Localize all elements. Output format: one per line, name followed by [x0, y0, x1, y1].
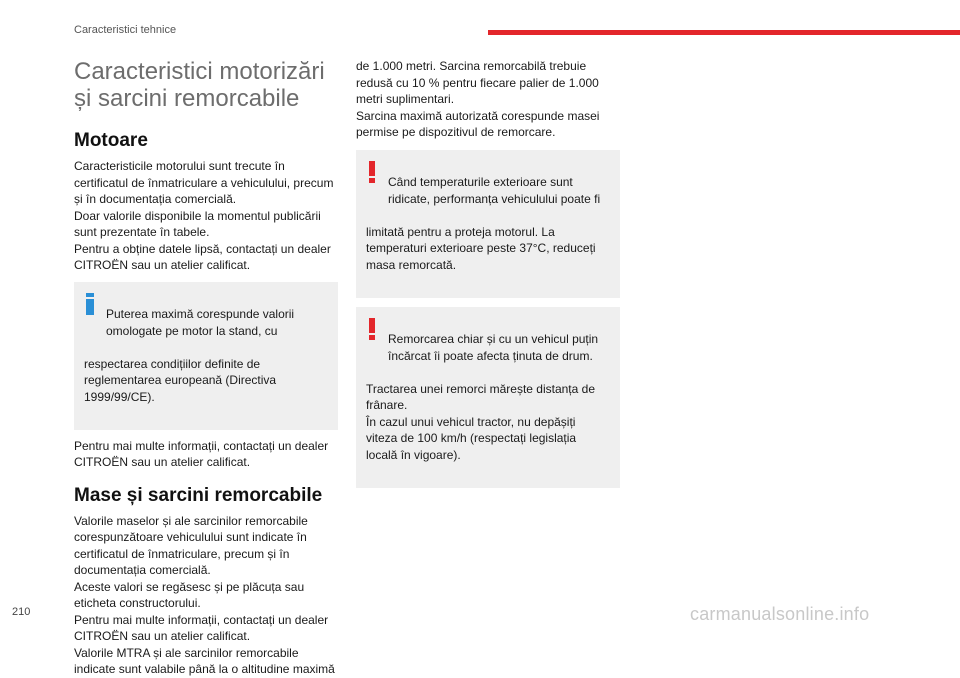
warning-box-towing-first: Remorcarea chiar și cu un vehicul puțin încărcat îi poate afecta ținuta de drum. — [388, 332, 599, 363]
chapter-title: Caracteristici motorizări și sarcini remorcabile — [74, 58, 325, 112]
motoare-paragraph: Caracteristicile motorului sunt trecute în certificatul de înmatriculare a vehiculului, precum și în documentația comercială. Doar valorile disponibile la momentul publicării sunt prezentate în tabele. Pentru a obține datele lipsă, contactați un dealer CITROËN sau un atelier calificat. — [74, 159, 334, 272]
header-accent-bar — [488, 30, 960, 35]
warning-box-temperature-first: Când temperaturile exterioare sunt ridicate, performanța vehiculului poate fi — [388, 175, 601, 206]
warning-box-towing — [356, 307, 620, 488]
left-column — [74, 58, 340, 678]
page-number: 210 — [12, 606, 31, 618]
header-section-title: Caracteristici tehnice — [74, 24, 177, 36]
info-box-text-rest: respectarea condițiilor definite de reglementarea europeană (Directiva 1999/99/CE). — [84, 356, 277, 404]
motoare-heading: Motoare — [74, 130, 148, 151]
motoare-after-box: Pentru mai multe informații, contactați un dealer CITROËN sau un atelier calificat. — [74, 438, 329, 469]
warning-icon — [366, 160, 378, 184]
warning-box-towing-rest: Tractarea unei remorci mărește distanța de frânare. În cazul unui vehicul tractor, nu depășiți viteza de 100 km/h (respectați legislația locală în vigoare). — [366, 381, 595, 462]
info-box — [74, 282, 338, 430]
mase-continued: de 1.000 metri. Sarcina remorcabilă trebuie redusă cu 10 % pentru fiecare palier de 1.000 metri suplimentari. Sarcina maximă autorizată corespunde masei permise pe dispozitivul de remorcare. — [356, 59, 600, 139]
info-box-text-first: Puterea maximă corespunde valorii omologate pe motor la stand, cu — [106, 307, 295, 338]
right-column — [356, 58, 622, 488]
info-icon — [84, 292, 96, 316]
watermark: carmanualsonline.info — [690, 604, 870, 624]
warning-box-temperature — [356, 150, 620, 298]
warning-box-temperature-rest: limitată pentru a proteja motorul. La temperaturi exterioare peste 37°C, reduceți masa remorcată. — [366, 224, 596, 272]
warning-icon — [366, 317, 378, 341]
mase-paragraph: Valorile maselor și ale sarcinilor remorcabile corespunzătoare vehiculului sunt indicate în certificatul de înmatriculare, precum și în documentația comercială. Aceste valori se regăsesc și pe plăcuța sau eticheta constructorului. Pentru mai multe informații, contactați un dealer CITROËN sau un atelier calificat. Valorile MTRA și ale sarcinilor remorcabile indicate sunt valabile până la o altitudine maximă — [74, 513, 335, 676]
mase-heading: Mase și sarcini remorcabile — [74, 484, 323, 506]
